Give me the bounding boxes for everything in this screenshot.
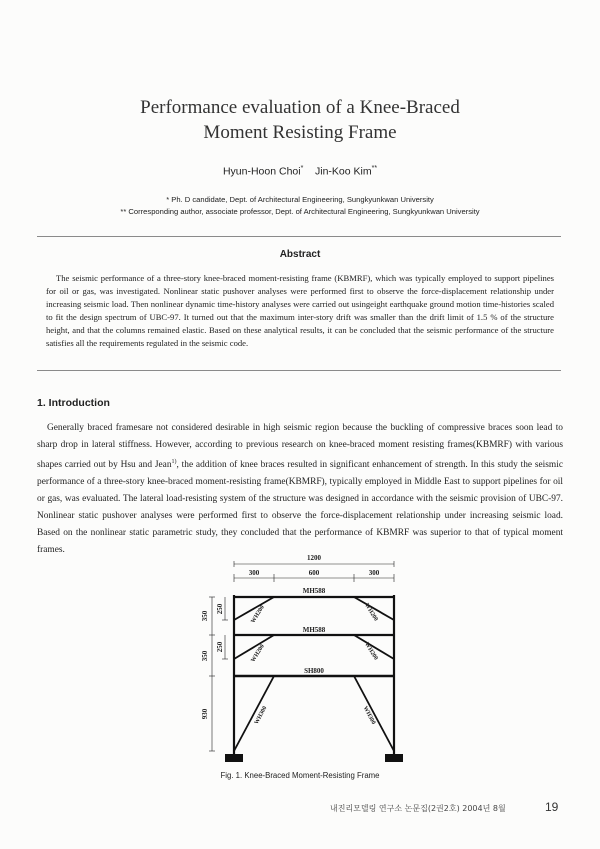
abstract-text: The seismic performance of a three-story knee-braced moment-resisting frame (KBMRF), which was typically employed to support pipelines for oil or gas, was investigated. Nonlinear static pushover analyses were performed first to observe the force-displacement relationship under increasing seismic load. Then nonlinear dynamic time-history analyses were carried out usingeight earthquake ground motion time-histories scaled to fit the design spectrum of UBC-97. It turned out that the maximum inter-story drift was smaller than the drift limit of 1.5 % of the structure height, and that the columns remained elastic. Based on these analytical results, it can be concluded that the seismic performance of the structure satisfies all the requirements regulated in the seismic code. xyxy=(46,273,554,348)
dim-knee-1-label: 250 xyxy=(216,603,224,615)
knee-brace-label-1: WH200 xyxy=(250,604,266,625)
author-1: Hyun-Hoon Choi xyxy=(222,165,301,178)
beam-mid-label: MH588 xyxy=(302,626,326,634)
paper-title-line2: Moment Resisting Frame xyxy=(203,122,397,143)
frame-figure xyxy=(188,551,408,769)
author-line xyxy=(0,165,600,178)
figure-caption: Fig. 1. Knee-Braced Moment-Resisting Frame xyxy=(220,771,380,780)
beam-top-label: MH588 xyxy=(302,587,326,595)
dim-left-label: 300 xyxy=(248,569,260,577)
dim-ground-label: 930 xyxy=(201,708,209,720)
section-heading-introduction: 1. Introduction xyxy=(37,397,110,409)
lower-brace-left xyxy=(234,676,274,751)
dim-right-label: 300 xyxy=(368,569,380,577)
affiliation-1: * Ph. D candidate, Dept. of Architectural Engineering, Sungkyunkwan University xyxy=(166,195,434,204)
beam-bot-label: SH800 xyxy=(304,667,324,675)
knee-brace-label-3: WH200 xyxy=(250,643,266,664)
left-base-plate xyxy=(225,754,243,762)
author-2-mark: ** xyxy=(371,165,378,172)
dim-total-label: 1200 xyxy=(307,554,321,562)
dim-story-2-label: 350 xyxy=(201,650,209,662)
abstract-top-rule xyxy=(37,236,561,237)
dim-knee-2-label: 250 xyxy=(216,641,224,653)
intro-text-part1: Generally braced framesare not considered desirable in high seismic region because the buckling of compressive braces soon lead to sharp drop in lateral stiffness. However, according to previous research on knee-braced moment resisting frames(KBMRF) with various shapes carried out by Hsu and Jean xyxy=(37,423,563,471)
abstract-bottom-rule xyxy=(37,370,561,371)
dimension-lines xyxy=(209,561,394,751)
introduction-body xyxy=(37,420,563,559)
paper-title-line1: Performance evaluation of a Knee-Braced xyxy=(140,97,460,118)
knee-brace-label-4: WH200 xyxy=(363,641,379,662)
reference-mark: 1) xyxy=(171,459,177,465)
lower-brace-label-right: WH300 xyxy=(361,705,377,726)
dim-mid-label: 600 xyxy=(308,569,320,577)
page-number: 19 xyxy=(545,800,559,814)
lower-brace-right xyxy=(354,676,394,751)
affiliation-2: ** Corresponding author, associate professor, Dept. of Architectural Engineering, Sungkyunkwan University xyxy=(120,207,480,216)
knee-brace-label-2: WH200 xyxy=(363,602,379,623)
right-base-plate xyxy=(385,754,403,762)
lower-brace-label-left: WH300 xyxy=(253,705,269,726)
abstract-heading: Abstract xyxy=(279,249,321,260)
dim-story-1-label: 350 xyxy=(201,610,209,622)
introduction-paragraph xyxy=(37,420,563,559)
journal-footer: 내진리모델링 연구소 논문집(2권2호) 2004년 8월 xyxy=(330,804,506,813)
author-1-mark: * xyxy=(300,165,304,172)
intro-text-part2: , the addition of knee braces resulted in significant enhancement of strength. In this study the seismic performance of a three-story knee-braced moment-resisting frame(KBMRF), typically employed in Middle East to support pipelines for oil or gas, was evaluated. The lateral load-resisting system of the structure was designed in accordance with the seismic provision of UBC-97. Nonlinear static pushover analyses were performed first to observe the force-displacement relationship under increasing seismic load. Based on the nonlinear static parametric study, they concluded that the performance of KBMRF was superior to that of typical moment frames. xyxy=(37,460,563,556)
abstract-body xyxy=(46,272,554,350)
author-2: Jin-Koo Kim xyxy=(314,165,372,178)
